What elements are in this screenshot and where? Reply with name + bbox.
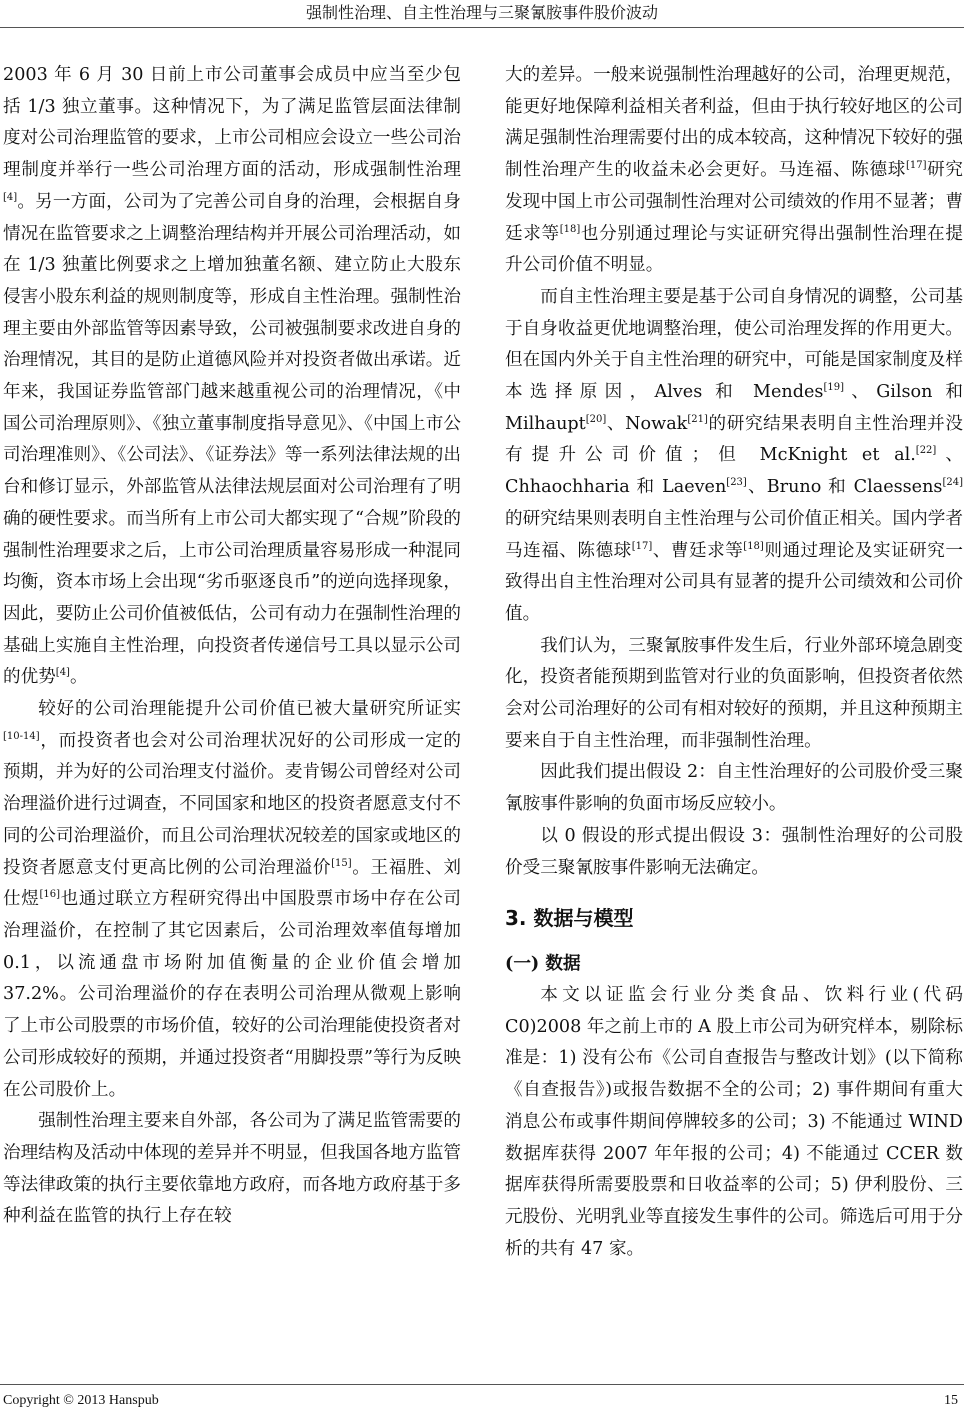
running-header [0, 0, 964, 28]
paragraph-text: 、曹廷求等 [652, 540, 744, 561]
paragraph-text: 、Bruno 和 Claessens [746, 477, 943, 498]
citation: [18] [743, 540, 764, 552]
hypothesis-3: 以 0 假设的形式提出假设 3：强制性治理好的公司股价受三聚氰胺事件影响无法确定。 [505, 825, 963, 878]
left-column [3, 60, 461, 1233]
paragraph-text: 、Gilson 和 Milhaupt [505, 382, 963, 434]
citation: [18] [559, 223, 581, 235]
paragraph-text: 的研究结果则表明自主性治理与公司价值正相关。国内学者马连福、陈德球 [505, 508, 963, 561]
citation: [20] [585, 413, 607, 425]
paragraph-text: 、Chhaochharia 和 Laeven [505, 445, 963, 498]
citation: [21] [687, 413, 708, 425]
paragraph [3, 60, 461, 694]
paragraph-text: 大的差异。一般来说强制性治理越好的公司，治理更规范，能更好地保障利益相关者利益，但由于执行较好地区的公司满足强制性治理需要付出的成本较高，这种情况下较好的强制性治理产生的收益未必会更好。马连福、陈德球 [505, 65, 963, 181]
citation: [22] [915, 445, 937, 457]
running-title: 强制性治理、自主性治理与三聚氰胺事件股价波动 [305, 3, 658, 22]
citation: [19] [823, 382, 844, 394]
citation: [10-14] [3, 730, 40, 742]
paragraph-text: 的研究结果表明自主性治理并没有提升公司价值；但 McKnight et al. [505, 413, 963, 466]
paragraph-text: 强制性治理主要来自外部，各公司为了满足监管需要的治理结构及活动中体现的差异并不明显，但我国各地方监管等法律政策的执行主要依靠地方政府，而各地方政府基于多种利益在监管的执行上存在较 [3, 1111, 461, 1227]
paragraph-text: 2003 年 6 月 30 日前上市公司董事会成员中应当至少包括 1/3 独立董事。这种情况下，为了满足监管层面法律制度对公司治理监管的要求，上市公司相应会设立一些公司治理制度并举行一些公司治理方面的活动，形成强制性治理 [3, 65, 461, 181]
hypothesis-2: 因此我们提出假设 2：自主性治理好的公司股价受三聚氰胺事件影响的负面市场反应较小。 [505, 762, 963, 815]
citation: [4] [55, 667, 70, 679]
paragraph-text: 较好的公司治理能提升公司价值已被大量研究所证实 [38, 699, 461, 720]
citation: [23] [726, 477, 747, 489]
citation: [24] [942, 477, 963, 489]
page-number: 15 [944, 1393, 958, 1408]
paragraph-text: 研究发现中国上市公司强制性治理对公司绩效的作用不显著；曹廷求等 [505, 160, 963, 244]
paragraph-text: 。另一方面，公司为了完善公司自身的治理，会根据自身情况在监管要求之上调整治理结构并开展公司治理活动，如在 1/3 独董比例要求之上增加独董名额、建立防止大股东侵害小股东利益的规则制度等，形成自主性治理。强制性治理主要由外部监管等因素导致，公司被强制要求改进自身的治理情况，其目的是防止道德风险并对投资者做出承诺。近年来，我国证券监管部门越来越重视公司的治理情况，《中国公司治理原则》、《独立董事制度指导意见》、《中国上市公司治理准则》、《公司法》、《证券法》等一系列法律法规的出台和修订显示，外部监管从法律法规层面对公司治理有了明确的硬性要求。而当所有上市公司大都实现了“合规”阶段的强制性治理要求之后，上市公司治理质量容易形成一种混同均衡，资本市场上会出现“劣币驱逐良币”的逆向选择现象，因此，要防止公司价值被低估，公司有动力在强制性治理的基础上实施自主性治理，向投资者传递信号工具以显示公司的优势 [3, 191, 461, 688]
citation: [16] [39, 889, 60, 901]
paragraph-text: 则通过理论及实证研究一致得出自主性治理对公司具有显著的提升公司绩效和公司价值。 [505, 540, 963, 624]
paragraph-text: 、Nowak [606, 413, 688, 434]
paragraph-text: 也通过联立方程研究得出中国股票市场中存在公司治理溢价，在控制了其它因素后，公司治理效率值每增加 0.1，以流通盘市场附加值衡量的企业价值会增加 37.2%。公司治理溢价的存在表明公司治理从微观上影响了上市公司股票的市场价值，较好的公司治理能使投资者对公司形成较好的预期，并通过投资者“用脚投票”等行为反映在公司股价上。 [3, 889, 461, 1100]
section-heading: 3. 数据与模型 [505, 906, 634, 931]
copyright-notice: Copyright © 2013 Hanspub [3, 1393, 159, 1408]
paragraph-text: 也分别通过理论与实证研究得出强制性治理在提升公司价值不明显。 [505, 223, 963, 276]
paragraph-text: 。 [69, 667, 88, 688]
page-footer [0, 1384, 964, 1415]
paragraph: 本文以证监会行业分类食品、饮料行业(代码 C0)2008 年之前上市的 A 股上市公司为研究样本，剔除标准是：1) 没有公布《公司自查报告与整改计划》(以下简称《自查报告》)或报告数据不全的公司；2) 事件期间有重大消息公布或事件期间停牌较多的公司；3) 不能通过 WIND 数据库获得 2007 年年报的公司；4) 不能通过 CCER 数据库获得所需要股票和日收益率的公司；5) 伊利股份、三元股份、光明乳业等直接发生事件的公司。筛选后可用于分析的共有 47 家。 [505, 984, 963, 1259]
paragraph [505, 60, 963, 282]
citation: [17] [631, 540, 653, 552]
paragraph [3, 694, 461, 1106]
paragraph: 我们认为，三聚氰胺事件发生后，行业外部环境急剧变化，投资者能预期到监管对行业的负面影响，但投资者依然会对公司治理好的公司有相对较好的预期，并且这种预期主要来自于自主性治理，而非强制性治理。 [505, 635, 963, 751]
citation: [15] [331, 857, 352, 869]
citation: [4] [3, 191, 18, 203]
paragraph-text: ，而投资者也会对公司治理状况好的公司形成一定的预期，并为好的公司治理支付溢价。麦肯锡公司曾经对公司治理溢价进行过调查，不同国家和地区的投资者愿意支付不同的公司治理溢价，而且公司治理状况较差的国家或地区的投资者愿意支付更高比例的公司治理溢价 [3, 730, 461, 878]
paragraph [3, 1106, 461, 1233]
right-column [505, 60, 963, 1265]
paragraph-text: 而自主性治理主要是基于公司自身情况的调整，公司基于自身收益更优地调整治理，使公司治理发挥的作用更大。但在国内外关于自主性治理的研究中，可能是国家制度及样本选择原因，Alves 和 Mendes [505, 286, 963, 403]
subsection-heading: (一) 数据 [505, 953, 581, 975]
paragraph [505, 282, 963, 631]
citation: [17] [906, 160, 927, 172]
paragraph-text: 。王福胜、刘仕煜 [3, 857, 461, 910]
